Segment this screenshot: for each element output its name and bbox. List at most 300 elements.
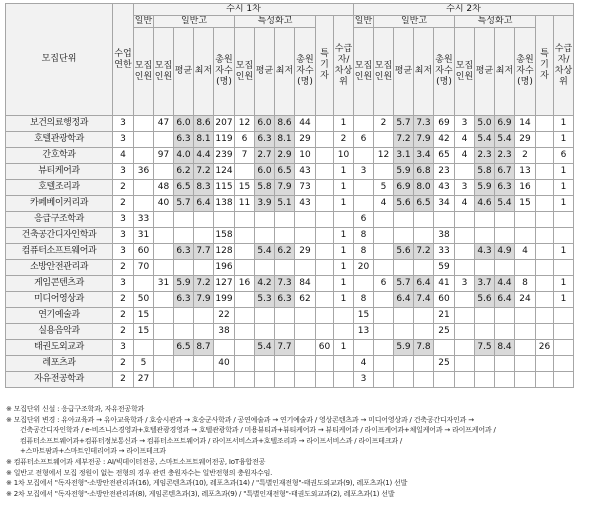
- r2-cell: 3: [354, 372, 374, 388]
- r1-cell: [134, 132, 154, 148]
- r2-cell: [455, 292, 475, 308]
- r2-cell: 3: [354, 164, 374, 180]
- r1-cell: [235, 372, 255, 388]
- years-cell: 3: [113, 116, 134, 132]
- r1-cell: 10: [295, 148, 316, 164]
- r1-cell: 40: [214, 356, 235, 372]
- r1-cell: 47: [154, 116, 174, 132]
- r1-cell: 60: [134, 244, 154, 260]
- r1-cell: [134, 196, 154, 212]
- r1-cell: 4.2: [255, 276, 275, 292]
- table-row: [6, 212, 574, 228]
- r1-cell: 44: [295, 116, 316, 132]
- r1-cell: 6.4: [194, 196, 214, 212]
- r2-cell: [554, 228, 574, 244]
- table-row: [6, 244, 574, 260]
- r2-cell: [554, 324, 574, 340]
- r1-cell: [194, 372, 214, 388]
- r2-cell: [455, 164, 475, 180]
- r2-cell: 2.3: [475, 148, 495, 164]
- r2-cell: 1: [554, 132, 574, 148]
- r2-cell: 5.9: [394, 340, 414, 356]
- r1-cell: 12: [235, 116, 255, 132]
- header-r2-ghs-avg: 평균: [394, 28, 414, 116]
- r1-cell: [295, 340, 316, 356]
- r2-cell: 7.9: [414, 132, 434, 148]
- r1-cell: 43: [295, 196, 316, 212]
- r2-cell: 2: [515, 148, 536, 164]
- r2-cell: 60: [434, 292, 455, 308]
- r2-cell: 5.0: [475, 116, 495, 132]
- r1-cell: [194, 228, 214, 244]
- r1-cell: 5.4: [255, 340, 275, 356]
- r2-cell: [354, 180, 374, 196]
- years-cell: 3: [113, 132, 134, 148]
- r2-cell: [554, 340, 574, 356]
- r2-cell: [374, 356, 394, 372]
- r1-cell: [275, 308, 295, 324]
- r1-cell: [154, 340, 174, 356]
- r1-cell: [275, 260, 295, 276]
- r1-cell: [134, 148, 154, 164]
- r2-cell: [455, 340, 475, 356]
- r1-cell: [154, 228, 174, 244]
- r2-cell: [536, 148, 554, 164]
- r1-cell: 6.3: [255, 132, 275, 148]
- r2-cell: 65: [434, 148, 455, 164]
- r2-cell: [455, 308, 475, 324]
- r2-cell: [374, 132, 394, 148]
- r1-cell: [295, 228, 316, 244]
- r2-cell: [495, 308, 515, 324]
- r1-cell: 138: [214, 196, 235, 212]
- r1-cell: 7.7: [194, 244, 214, 260]
- r1-cell: [235, 308, 255, 324]
- r1-cell: [194, 260, 214, 276]
- header-r1-shs-min: 최저: [275, 28, 295, 116]
- r2-cell: 6.4: [495, 292, 515, 308]
- r2-cell: 13: [515, 164, 536, 180]
- r1-cell: [194, 212, 214, 228]
- r2-cell: [374, 308, 394, 324]
- r2-cell: [495, 356, 515, 372]
- r1-cell: [154, 244, 174, 260]
- r2-cell: 38: [434, 228, 455, 244]
- r1-cell: 8.7: [194, 340, 214, 356]
- r1-cell: [235, 228, 255, 244]
- r2-cell: [414, 308, 434, 324]
- r2-cell: 3: [455, 180, 475, 196]
- r1-cell: 6.5: [174, 180, 194, 196]
- r2-cell: 3.4: [414, 148, 434, 164]
- r2-cell: 7.2: [394, 132, 414, 148]
- r1-cell: [214, 212, 235, 228]
- table-row: [6, 372, 574, 388]
- r2-cell: 4: [455, 132, 475, 148]
- years-cell: 3: [113, 276, 134, 292]
- r2-cell: 7.4: [414, 292, 434, 308]
- r1-cell: [255, 324, 275, 340]
- table-row: [6, 292, 574, 308]
- r2-cell: [455, 356, 475, 372]
- dept-name-cell: 컴퓨터소프트웨어과: [6, 244, 113, 260]
- table-row: [6, 196, 574, 212]
- r2-cell: 13: [354, 324, 374, 340]
- r1-cell: [154, 324, 174, 340]
- r2-cell: [536, 276, 554, 292]
- header-r1-shs-quota: 모집인원: [235, 28, 255, 116]
- r1-cell: [174, 260, 194, 276]
- r1-cell: [235, 292, 255, 308]
- dept-name-cell: 뷰티케어과: [6, 164, 113, 180]
- r2-cell: [475, 324, 495, 340]
- r1-cell: [255, 356, 275, 372]
- r2-cell: 29: [515, 132, 536, 148]
- r1-cell: [334, 324, 354, 340]
- r2-cell: [434, 212, 455, 228]
- r2-cell: 4.9: [495, 244, 515, 260]
- years-cell: 2: [113, 292, 134, 308]
- r2-cell: 3: [455, 276, 475, 292]
- header-r1-special-hs: 특성화고: [235, 16, 316, 28]
- header-r1-quota: 모집인원: [134, 28, 154, 116]
- dept-name-cell: 태권도외교과: [6, 340, 113, 356]
- r1-cell: 5.3: [255, 292, 275, 308]
- r2-cell: 8: [354, 292, 374, 308]
- r1-cell: 1: [334, 164, 354, 180]
- r1-cell: 7.9: [275, 180, 295, 196]
- r1-cell: [154, 308, 174, 324]
- r2-cell: 43: [434, 180, 455, 196]
- header-r1-ghs-min: 최저: [194, 28, 214, 116]
- r2-cell: 4: [515, 244, 536, 260]
- r2-cell: [374, 372, 394, 388]
- header-r1-recipients: 수급자/차상위: [334, 16, 354, 116]
- r1-cell: 128: [214, 244, 235, 260]
- r2-cell: [536, 212, 554, 228]
- r2-cell: [536, 228, 554, 244]
- r1-cell: 5.1: [275, 196, 295, 212]
- r2-cell: [515, 372, 536, 388]
- r2-cell: [475, 260, 495, 276]
- r1-cell: 2: [334, 132, 354, 148]
- r1-cell: 29: [295, 244, 316, 260]
- r2-cell: [394, 324, 414, 340]
- r1-cell: 4.0: [174, 148, 194, 164]
- r2-cell: [414, 356, 434, 372]
- r1-cell: [174, 228, 194, 244]
- r2-cell: [455, 260, 475, 276]
- r1-cell: 7.2: [194, 276, 214, 292]
- header-round2: 수시 2차: [354, 4, 574, 16]
- r2-cell: [455, 212, 475, 228]
- r2-cell: 21: [434, 308, 455, 324]
- r2-cell: [455, 228, 475, 244]
- r1-cell: 6: [235, 132, 255, 148]
- footnote-line: ※ 일반고 전형에서 모집 정원이 없는 전형의 경우 관련 충원자수는 일반전형의 충원자수임.: [6, 468, 273, 477]
- dept-name-cell: 미디어영상과: [6, 292, 113, 308]
- r1-cell: [316, 164, 334, 180]
- years-cell: 3: [113, 164, 134, 180]
- r2-cell: 42: [434, 132, 455, 148]
- r2-cell: 6: [354, 212, 374, 228]
- r1-cell: [194, 308, 214, 324]
- footnotes: [6, 404, 588, 499]
- r1-cell: [235, 324, 255, 340]
- r1-cell: 124: [214, 164, 235, 180]
- r2-cell: 5.9: [394, 164, 414, 180]
- r2-cell: 33: [434, 244, 455, 260]
- r2-cell: 34: [434, 196, 455, 212]
- r2-cell: 6.3: [495, 180, 515, 196]
- table-row: [6, 340, 574, 356]
- r2-cell: 5.7: [394, 116, 414, 132]
- r1-cell: [235, 212, 255, 228]
- dept-name-cell: 간호학과: [6, 148, 113, 164]
- r2-cell: 6.9: [394, 180, 414, 196]
- r1-cell: [154, 372, 174, 388]
- r1-cell: [316, 228, 334, 244]
- r2-cell: 4: [455, 196, 475, 212]
- r1-cell: [255, 372, 275, 388]
- r2-cell: [536, 244, 554, 260]
- years-cell: 2: [113, 372, 134, 388]
- r1-cell: [295, 212, 316, 228]
- r2-cell: [394, 212, 414, 228]
- r2-cell: [394, 260, 414, 276]
- r1-cell: 8.3: [194, 180, 214, 196]
- admissions-table: [5, 3, 574, 388]
- header-r2-quota: 모집인원: [354, 28, 374, 116]
- r1-cell: [214, 340, 235, 356]
- table-row: [6, 276, 574, 292]
- r1-cell: 119: [214, 132, 235, 148]
- r1-cell: 15: [235, 180, 255, 196]
- r1-cell: [194, 356, 214, 372]
- header-years: 수업연한: [113, 4, 134, 116]
- table-row: [6, 164, 574, 180]
- r1-cell: [316, 212, 334, 228]
- r1-cell: 6.3: [174, 132, 194, 148]
- r1-cell: 5: [134, 356, 154, 372]
- r2-cell: [536, 356, 554, 372]
- r2-cell: 1: [554, 164, 574, 180]
- r1-cell: 1: [334, 276, 354, 292]
- footnote-line: ※ 모집단위 변경 : 유아교육과 → 유아교육학과 / 호승시관과 → 호승군사학과 / 공연예술과 → 연기예술과 / 영상콘텐츠과 → 미디어영상과 / 건축공간디자인과 →: [6, 415, 474, 424]
- r2-cell: [554, 212, 574, 228]
- r2-cell: 5.4: [495, 196, 515, 212]
- r2-cell: 24: [515, 292, 536, 308]
- r1-cell: 127: [214, 276, 235, 292]
- r2-cell: [414, 324, 434, 340]
- r1-cell: [316, 276, 334, 292]
- r2-cell: [434, 372, 455, 388]
- r2-cell: [414, 212, 434, 228]
- r1-cell: [255, 212, 275, 228]
- r1-cell: 1: [334, 228, 354, 244]
- r1-cell: [154, 132, 174, 148]
- r1-cell: [316, 324, 334, 340]
- r1-cell: 60: [316, 340, 334, 356]
- r2-cell: 8.0: [414, 180, 434, 196]
- dept-name-cell: 보건의료행정과: [6, 116, 113, 132]
- r1-cell: 27: [134, 372, 154, 388]
- r1-cell: 2.9: [275, 148, 295, 164]
- r1-cell: 196: [214, 260, 235, 276]
- header-dept: 모집단위: [6, 4, 113, 116]
- r2-cell: [475, 372, 495, 388]
- r1-cell: [154, 356, 174, 372]
- r1-cell: [316, 116, 334, 132]
- r1-cell: 11: [235, 196, 255, 212]
- r2-cell: 20: [354, 260, 374, 276]
- r2-cell: 14: [515, 116, 536, 132]
- r1-cell: 7.2: [194, 164, 214, 180]
- r1-cell: [134, 340, 154, 356]
- r1-cell: [235, 340, 255, 356]
- footnote-line: +스마트팜과+스마트인테리어과 → 라이프테크과: [20, 447, 166, 456]
- years-cell: 2: [113, 260, 134, 276]
- r1-cell: [334, 372, 354, 388]
- header-r1-general-hs: 일반고: [154, 16, 235, 28]
- r2-cell: 7.8: [414, 340, 434, 356]
- r1-cell: 73: [295, 180, 316, 196]
- r2-cell: 5.4: [495, 132, 515, 148]
- years-cell: 2: [113, 356, 134, 372]
- r1-cell: 15: [134, 324, 154, 340]
- header-r2-special: 특기자: [536, 16, 554, 116]
- r2-cell: [354, 340, 374, 356]
- r2-cell: 6.8: [414, 164, 434, 180]
- r2-cell: 5.6: [394, 244, 414, 260]
- r1-cell: 31: [154, 276, 174, 292]
- header-r2-shs-avg: 평균: [475, 28, 495, 116]
- r1-cell: 8.6: [194, 116, 214, 132]
- r1-cell: [316, 372, 334, 388]
- r2-cell: [354, 116, 374, 132]
- r1-cell: 6.0: [255, 116, 275, 132]
- r2-cell: 26: [536, 340, 554, 356]
- r1-cell: 2.7: [255, 148, 275, 164]
- r2-cell: 59: [434, 260, 455, 276]
- r2-cell: [536, 324, 554, 340]
- r1-cell: [134, 276, 154, 292]
- header-r1-shs-avg: 평균: [255, 28, 275, 116]
- r2-cell: 5.6: [475, 292, 495, 308]
- table-row: [6, 116, 574, 132]
- r2-cell: 25: [434, 324, 455, 340]
- r2-cell: 8.4: [495, 340, 515, 356]
- r2-cell: [536, 260, 554, 276]
- r1-cell: [334, 356, 354, 372]
- r2-cell: 4.4: [495, 276, 515, 292]
- footnote-line: ※ 컴퓨터소프트웨어과 세부전공 : AI/빅데이터전공, 스마트소프트웨어전공, IoT융합전공: [6, 457, 266, 466]
- r2-cell: 7.5: [475, 340, 495, 356]
- r1-cell: [235, 164, 255, 180]
- footnote-line: ※ 1차 모집에서 "독자전형"-소방안전관리과(16), 게임콘텐츠과(10), 레포츠과(14) / "특별인재전형"-태권도외교과(9), 레포츠과(1) 선발: [6, 479, 408, 488]
- r1-cell: 4.4: [194, 148, 214, 164]
- r2-cell: [374, 324, 394, 340]
- r2-cell: 25: [434, 356, 455, 372]
- r2-cell: [374, 164, 394, 180]
- r2-cell: [536, 132, 554, 148]
- r1-cell: 38: [214, 324, 235, 340]
- dept-name-cell: 건축공간디자인학과: [6, 228, 113, 244]
- r2-cell: [495, 212, 515, 228]
- r2-cell: 1: [554, 116, 574, 132]
- r1-cell: 6.3: [275, 292, 295, 308]
- r1-cell: [134, 116, 154, 132]
- r2-cell: [354, 196, 374, 212]
- dept-name-cell: 호텔조리과: [6, 180, 113, 196]
- r2-cell: 8: [354, 244, 374, 260]
- r2-cell: [475, 308, 495, 324]
- r1-cell: 239: [214, 148, 235, 164]
- r1-cell: 97: [154, 148, 174, 164]
- r2-cell: 1: [554, 244, 574, 260]
- r2-cell: 3: [455, 116, 475, 132]
- r1-cell: 5.7: [174, 196, 194, 212]
- table-row: [6, 324, 574, 340]
- r2-cell: 5.6: [394, 196, 414, 212]
- header-r2-general: 일반: [354, 16, 373, 26]
- table-row: [6, 180, 574, 196]
- r2-cell: [455, 244, 475, 260]
- r1-cell: [275, 228, 295, 244]
- r1-cell: 5.8: [255, 180, 275, 196]
- r1-cell: 1: [334, 116, 354, 132]
- r2-cell: [394, 308, 414, 324]
- r2-cell: 5.7: [394, 276, 414, 292]
- r2-cell: [554, 356, 574, 372]
- r2-cell: [374, 292, 394, 308]
- r2-cell: [536, 308, 554, 324]
- header-r2-special-hs: 특성화고: [455, 16, 536, 28]
- r2-cell: [434, 340, 455, 356]
- r2-cell: 5.4: [475, 132, 495, 148]
- r1-cell: [316, 356, 334, 372]
- r1-cell: 5.9: [174, 276, 194, 292]
- header-r2-shs-quota: 모집인원: [455, 28, 475, 116]
- r2-cell: 23: [434, 164, 455, 180]
- r2-cell: 4.6: [475, 196, 495, 212]
- dept-name-cell: 연기예술과: [6, 308, 113, 324]
- r1-cell: 16: [235, 276, 255, 292]
- r1-cell: [295, 324, 316, 340]
- r1-cell: 3.9: [255, 196, 275, 212]
- r2-cell: [515, 260, 536, 276]
- header-r2-ghs-quota: 모집인원: [374, 28, 394, 116]
- r1-cell: [316, 132, 334, 148]
- r2-cell: [495, 324, 515, 340]
- r1-cell: [275, 212, 295, 228]
- r1-cell: [334, 212, 354, 228]
- r2-cell: [394, 372, 414, 388]
- r1-cell: [295, 356, 316, 372]
- table-row: [6, 308, 574, 324]
- r2-cell: 3.1: [394, 148, 414, 164]
- r2-cell: [374, 244, 394, 260]
- r2-cell: 5.9: [475, 180, 495, 196]
- r1-cell: 6.5: [174, 340, 194, 356]
- header-r1-ghs-quota: 모집인원: [154, 28, 174, 116]
- r1-cell: [275, 356, 295, 372]
- r2-cell: 4: [354, 356, 374, 372]
- r2-cell: 7.2: [414, 244, 434, 260]
- r2-cell: [515, 228, 536, 244]
- table-row: [6, 132, 574, 148]
- table-row: [6, 228, 574, 244]
